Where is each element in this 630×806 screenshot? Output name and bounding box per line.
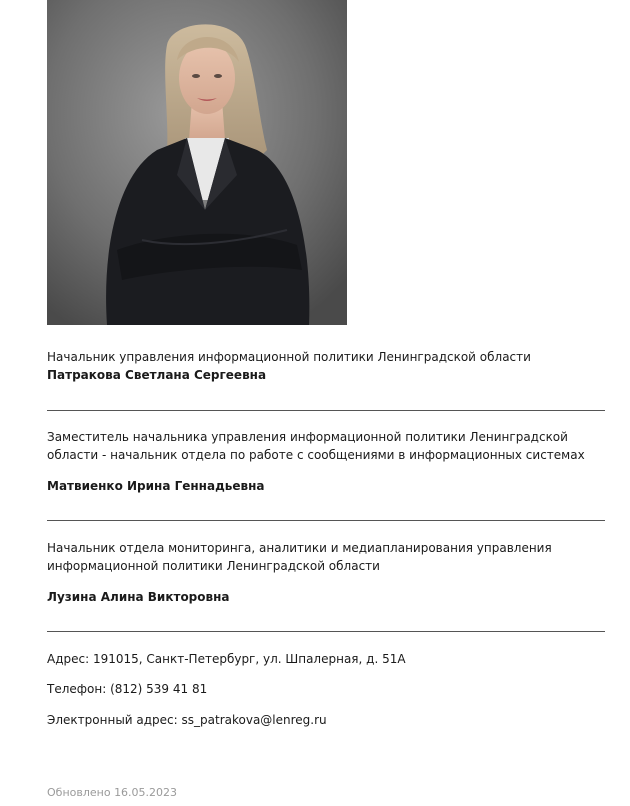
divider-1 bbox=[47, 410, 605, 411]
name-2: Матвиенко Ирина Геннадьевна bbox=[47, 479, 265, 493]
updated-date: Обновлено 16.05.2023 bbox=[47, 786, 178, 799]
portrait-photo-icon bbox=[47, 0, 347, 325]
name-1: Патракова Светлана Сергеевна bbox=[47, 368, 267, 382]
portrait-photo bbox=[47, 0, 347, 325]
address: Адрес: 191015, Санкт-Петербург, ул. Шпалерная, д. 51А bbox=[47, 652, 406, 666]
divider-2 bbox=[47, 520, 605, 521]
email: Электронный адрес: ss_patrakova@lenreg.ru bbox=[47, 713, 327, 727]
position-2-line1: Заместитель начальника управления информационной политики Ленинградской bbox=[47, 430, 568, 444]
name-3: Лузина Алина Викторовна bbox=[47, 590, 230, 604]
position-2-line2: области - начальник отдела по работе с сообщениями в информационных системах bbox=[47, 448, 585, 462]
position-1: Начальник управления информационной политики Ленинградской области bbox=[47, 350, 531, 364]
position-3-line2: информационной политики Ленинградской области bbox=[47, 559, 380, 573]
phone: Телефон: (812) 539 41 81 bbox=[47, 682, 208, 696]
divider-3 bbox=[47, 631, 605, 632]
position-3-line1: Начальник отдела мониторинга, аналитики и медиапланирования управления bbox=[47, 541, 552, 555]
